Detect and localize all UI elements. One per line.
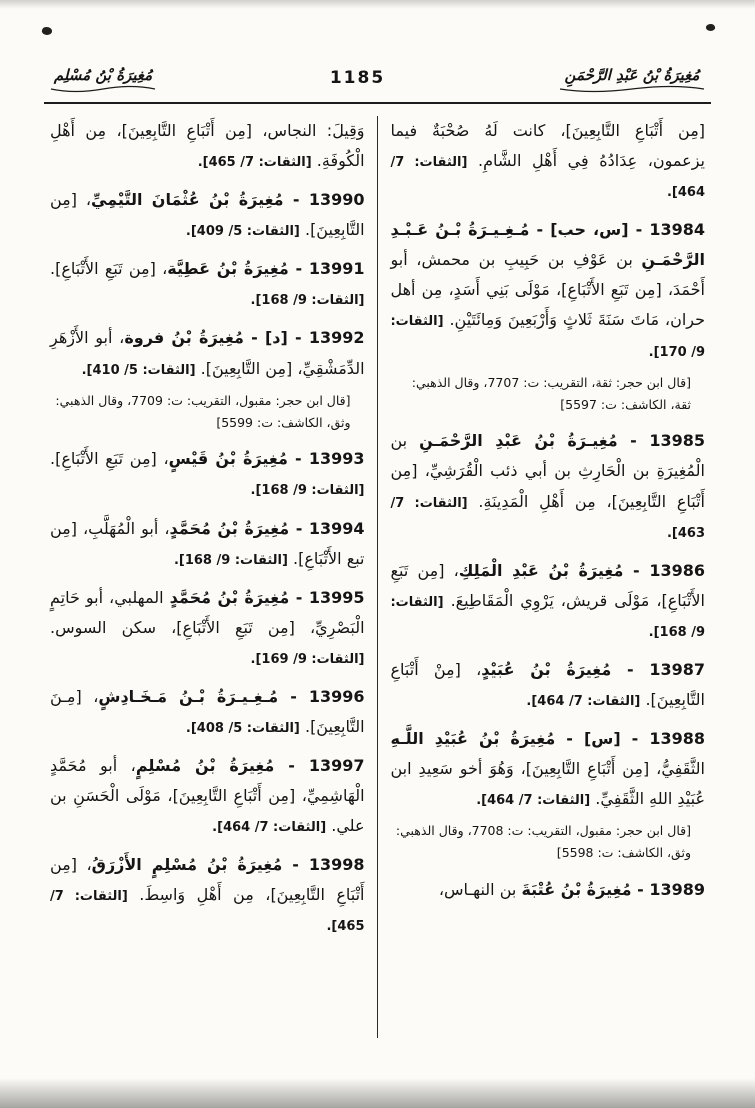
source-reference: [الثقات: 7/ 465]. (197, 155, 312, 171)
entry (390, 655, 705, 715)
entry-body: ، أبو مُحَمَّدٍ الْهَاشِمِيِّ، [مِن أَتْبَاعِ التَّابِعِينَ]، مَوْلَى الْحَسَنِ بن علي. (50, 756, 365, 836)
entry-body: وَقِيلَ: النجاس، [مِن أَتْبَاعِ التَّابِعِينَ]، مِن أَهْلِ الْكُوفَةِ. (50, 121, 365, 171)
running-head-right (557, 66, 707, 93)
scan-artifact-right (705, 23, 715, 32)
narrator-name: مُغِيرَةُ بْنُ مُسْلِمٍ الأَزْرَقُ (91, 855, 283, 875)
flourish-icon (557, 85, 707, 93)
column-divider (377, 116, 379, 1038)
narrator-name: مُغِيرَةُ بْنُ عُثْمَانَ التَّيْمِيِّ (91, 190, 284, 210)
entry (50, 850, 365, 940)
entry-symbols: [د] - (243, 328, 288, 348)
entry-number: 13991 - (288, 259, 365, 279)
entry-number: 13992 - (287, 328, 365, 348)
narrator-name: مُغِيرَةُ بْنُ مُسْلِمٍ (135, 756, 275, 776)
source-reference: [الثقات: 7/ 464]. (212, 820, 327, 836)
source-reference: [الثقات: 9/ 168]. (390, 594, 705, 640)
running-head-left-text: مُغِيرَةُ بْنُ مُسْلِم (53, 66, 153, 84)
entry-body: ، [مِـنَ التَّابِعِينَ]. (50, 686, 365, 736)
entry-number: 13995 - (289, 587, 365, 607)
flourish-icon (48, 85, 158, 93)
entry-symbols: [س، حب] - (529, 220, 629, 240)
narrator-name: مُغِيرَةُ بْنُ فروة (124, 328, 244, 348)
entry-number: 13998 - (282, 855, 365, 875)
narrator-name: مُغِيرَةُ بْنُ عُبَيْدِ اللَّـهِ (390, 729, 556, 749)
grading-note: [قال ابن حجر: ثقة، التقريب: ت: 7707، وقال الذهبي: ثقة، الكاشف: ت: 5597] (411, 374, 691, 412)
entry (50, 185, 365, 245)
source-reference: [الثقات: 9/ 170]. (390, 314, 705, 360)
entry (50, 751, 365, 841)
entry (390, 215, 705, 365)
source-reference: [الثقات: 7/ 464]. (390, 155, 705, 201)
narrator-name: مُغِيـرَةُ بْنُ عَبْدِ الرَّحْمَـنِ (419, 431, 618, 451)
narrator-name: مُـغِـيـرَةُ بْـنُ مَـخَـادِشٍ (98, 686, 279, 706)
entry (50, 583, 365, 673)
source-reference: [الثقات: 9/ 168]. (250, 293, 365, 309)
entry-body: المهلبي، أبو حَاتِمٍ الْبَصْرِيِّ، [مِن تَبَعِ الأَتْبَاعِ]، سكن السوس. (50, 587, 365, 637)
running-head-left (48, 66, 158, 93)
entry-body: ، أبو الأَزْهَرِ الدِّمَشْقِيِّ، [مِن التَّابِعِينَ]. (50, 328, 365, 378)
source-reference: [الثقات: 9/ 168]. (173, 552, 288, 568)
entry-number: 13994 - (289, 518, 365, 538)
source-reference: [الثقات: 5/ 409]. (185, 224, 300, 240)
entry-symbols: [س] - (555, 729, 621, 749)
narrator-name: مُغِيرَةُ بْنُ عُتْبَةَ (521, 880, 632, 900)
grading-note: [قال ابن حجر: مقبول، التقريب: ت: 7708، وقال الذهبي: وثق، الكاشف: ت: 5598] (395, 823, 691, 861)
page-header (48, 66, 707, 93)
entry-number: 13987 - (611, 659, 706, 679)
source-reference: [الثقات: 7/ 464]. (526, 694, 641, 709)
entry-number: 13993 - (287, 449, 365, 469)
source-reference: [الثقات: 7/ 464]. (476, 793, 591, 809)
source-reference: [الثقات: 7/ 463]. (390, 495, 705, 541)
entry-number: 13997 - (274, 756, 365, 776)
entry (50, 254, 365, 314)
scan-edge-top (0, 0, 755, 9)
entry-number: 13989 - (631, 880, 705, 900)
entry-body: ، [مِن أَتْبَاعِ التَّابِعِينَ]، مِن أَهْلِ وَاسِطَ. (50, 855, 365, 905)
running-head-right-text: مُغِيرَةُ بْنُ عَبْدِ الرَّحْمَنِ (564, 66, 700, 84)
narrator-name: مُغِيرَةُ بْنُ مُحَمَّدٍ (169, 587, 290, 607)
narrator-name: مُغِيرَةُ بْنُ عُبَيْدٍ (481, 659, 612, 679)
grading-note: [قال ابن حجر: مقبول، التقريب: ت: 7709، وقال الذهبي: وثق، الكاشف: ت: 5599] (55, 392, 351, 430)
entry (390, 426, 705, 546)
entry (50, 514, 365, 574)
page-content (42, 114, 713, 1052)
narrator-name: مُغِيرَةُ بْنُ قَيْسٍ (168, 449, 288, 469)
entry-body: بن النهـاس، (438, 880, 522, 900)
entry-number: 13985 - (617, 431, 705, 451)
source-reference: [الثقات: 5/ 410]. (81, 362, 196, 378)
entry-body: ، [مِن تَبَعِ الأَتْبَاعِ]. (50, 449, 169, 469)
entry (390, 875, 705, 905)
entry-continuation (390, 116, 705, 206)
page-number: 1185 (329, 68, 386, 88)
entry-body: ، [مِن تَبَعِ الأَتْبَاعِ]، مَوْلَى قريش، يَرْوِي الْمَقَاطِيعَ. (390, 560, 705, 610)
entry-body: بن عَوْفِ بن حَبِيبِ بن محمش، أبو أَحْمَدَ، [مِن تَبَعِ الأَتْبَاعِ]، مَوْلَى بَنِي أَسَدٍ، مِن أهل حران، مَاتَ سَنَةَ ثَلاثٍ وَأَرْبَعِينَ وَمِائَتَيْنِ. (390, 250, 705, 330)
narrator-name: مُـغِـيـرَةُ بْـنُ عَـبْـدِ الرَّحْمَـنِ (390, 220, 705, 270)
entry-number: 13984 - (628, 220, 705, 240)
column-left (42, 114, 373, 1052)
narrator-name: مُغِيرَةُ بْنُ عَبْدِ الْمَلِكِ (458, 560, 624, 580)
scan-artifact-left (41, 26, 53, 37)
entry (50, 682, 365, 742)
entry-body: الثَّقَفِيُّ، [مِن أَتْبَاعِ التَّابِعِينَ]، وَهُوَ أخو سَعِيدِ ابن عُبَيْدِ اللهِ الثَّقَفِيِّ. (390, 759, 705, 809)
narrator-name: مُغِيرَةُ بْنُ عَطِيَّة (167, 259, 289, 279)
entry-number: 13986 - (623, 560, 705, 580)
entry (390, 556, 705, 646)
entry (50, 323, 365, 383)
entry-number: 13996 - (278, 686, 365, 706)
source-reference: [الثقات: 9/ 169]. (250, 651, 365, 667)
header-rule (44, 102, 711, 104)
source-reference: [الثقات: 5/ 408]. (185, 721, 300, 736)
entry-body: [مِن أَتْبَاعِ التَّابِعِينَ]، كانت لَهُ صُحْبَةٌ فيما يزعمون، عِدَادُهُ فِي أَهْلِ الشَّامِ. (390, 121, 705, 171)
entry-body: ، [مِنْ أَتْبَاعِ التَّابِعِينَ]. (390, 659, 705, 709)
entry (50, 444, 365, 504)
entry-body: ، [مِن تَبَعِ الأَتْبَاعِ]. (50, 259, 168, 279)
entry-number: 13988 - (620, 729, 706, 749)
entry-body: ، [مِن التَّابِعِينَ]. (50, 190, 365, 240)
entry-body: ، أبو الْمُهَلَّبِ، [مِن تبع الأَتْبَاعِ]. (50, 518, 365, 568)
narrator-name: مُغِيرَةُ بْنُ مُحَمَّدٍ (169, 518, 290, 538)
source-reference: [الثقات: 7/ 465]. (50, 889, 365, 935)
entry (390, 724, 705, 814)
entry-body: بن الْمُغِيرَةِ بن الْحَارِثِ بن أبي ذئب الْقُرَشِيِّ، [مِن أَتْبَاعِ التَّابِعِينَ]، مِن أَهْلِ الْمَدِينَةِ. (390, 431, 705, 511)
entry-number: 13990 - (283, 190, 365, 210)
scan-edge-bottom (0, 1078, 755, 1108)
column-right (382, 114, 713, 1052)
source-reference: [الثقات: 9/ 168]. (250, 483, 365, 499)
entry-continuation (50, 116, 365, 176)
